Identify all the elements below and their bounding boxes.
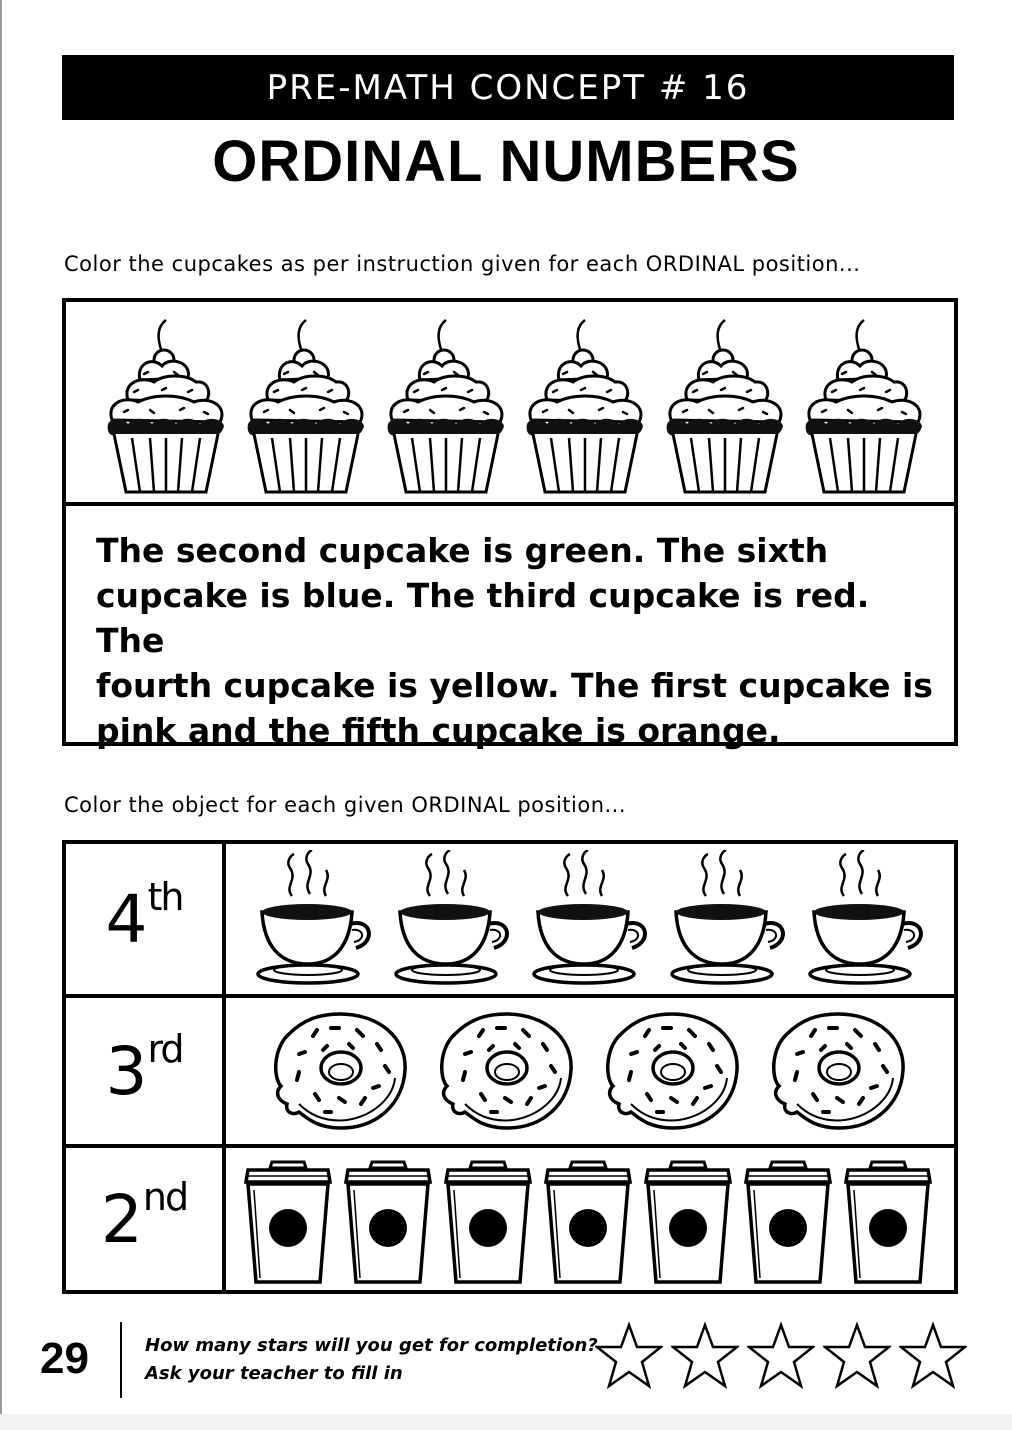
ordinal-grid xyxy=(62,840,958,1294)
sentence-line: pink and the fifth cupcake is orange. xyxy=(96,711,781,750)
donut-icon[interactable] xyxy=(269,1008,411,1134)
ordinal-label xyxy=(66,1148,226,1290)
cupcake-instruction: Color the cupcakes as per instruction given for each ORDINAL position... xyxy=(64,252,861,276)
footer-question-line: How many stars will you get for completion? xyxy=(145,1335,598,1356)
concept-banner xyxy=(62,55,954,120)
cupcake-icon[interactable] xyxy=(523,316,647,496)
coffee-cup-icon[interactable] xyxy=(392,850,516,990)
ordinal-suffix: th xyxy=(147,874,183,919)
sentence-line: fourth cupcake is yellow. The first cupcake is xyxy=(96,666,933,705)
ordinal-row-2nd xyxy=(66,1148,954,1290)
star-icon[interactable] xyxy=(823,1322,891,1390)
star-icon[interactable] xyxy=(747,1322,815,1390)
ordinal-number: 3 xyxy=(105,1032,146,1110)
cupcake-row xyxy=(66,302,954,506)
sentence-line: The second cupcake is green. The sixth xyxy=(96,531,829,570)
cupcake-icon[interactable] xyxy=(104,316,228,496)
cupcake-icon[interactable] xyxy=(244,316,368,496)
page-edge xyxy=(0,0,2,1430)
footer-question xyxy=(145,1332,598,1388)
coffee-cup-icon[interactable] xyxy=(530,850,654,990)
ordinal-row-3rd xyxy=(66,998,954,1148)
donut-icon[interactable] xyxy=(435,1008,577,1134)
takeaway-cup-icon[interactable] xyxy=(742,1156,834,1286)
coffee-cup-icon[interactable] xyxy=(806,850,930,990)
ordinal-number: 2 xyxy=(100,1180,141,1258)
star-icon[interactable] xyxy=(671,1322,739,1390)
takeaway-cup-icon[interactable] xyxy=(642,1156,734,1286)
cupcake-box xyxy=(62,298,958,750)
ordinal-label xyxy=(66,998,226,1144)
cupcake-icon[interactable] xyxy=(384,316,508,496)
donut-icon[interactable] xyxy=(767,1008,909,1134)
takeaway-cup-icon[interactable] xyxy=(542,1156,634,1286)
object-instruction: Color the object for each given ORDINAL position... xyxy=(64,793,627,817)
takeaway-cup-icon[interactable] xyxy=(242,1156,334,1286)
ordinal-row-4th xyxy=(66,844,954,998)
cupcake-icon[interactable] xyxy=(663,316,787,496)
page-title: ORDINAL NUMBERS xyxy=(212,129,800,194)
ordinal-number: 4 xyxy=(105,880,146,958)
takeaway-cup-icon[interactable] xyxy=(442,1156,534,1286)
footer-divider xyxy=(120,1322,122,1398)
cupcake-instructions-text xyxy=(96,528,936,753)
cupcake-icon[interactable] xyxy=(802,316,926,496)
star-icon[interactable] xyxy=(899,1322,967,1390)
page-bottom-strip xyxy=(0,1414,1012,1430)
takeaway-cup-icon[interactable] xyxy=(842,1156,934,1286)
ordinal-label xyxy=(66,844,226,994)
star-icon[interactable] xyxy=(595,1322,663,1390)
coffee-cup-icon[interactable] xyxy=(668,850,792,990)
sentence-line: cupcake is blue. The third cupcake is red. The xyxy=(96,576,870,660)
donut-icon[interactable] xyxy=(601,1008,743,1134)
banner-text: PRE-MATH CONCEPT # 16 xyxy=(266,67,750,108)
ordinal-suffix: rd xyxy=(147,1026,183,1071)
takeaway-cup-icon[interactable] xyxy=(342,1156,434,1286)
coffee-cup-icon[interactable] xyxy=(254,850,378,990)
page-number: 29 xyxy=(40,1334,89,1383)
footer-question-line: Ask your teacher to fill in xyxy=(145,1363,403,1384)
rating-stars xyxy=(595,1322,967,1390)
ordinal-suffix: nd xyxy=(142,1174,188,1219)
